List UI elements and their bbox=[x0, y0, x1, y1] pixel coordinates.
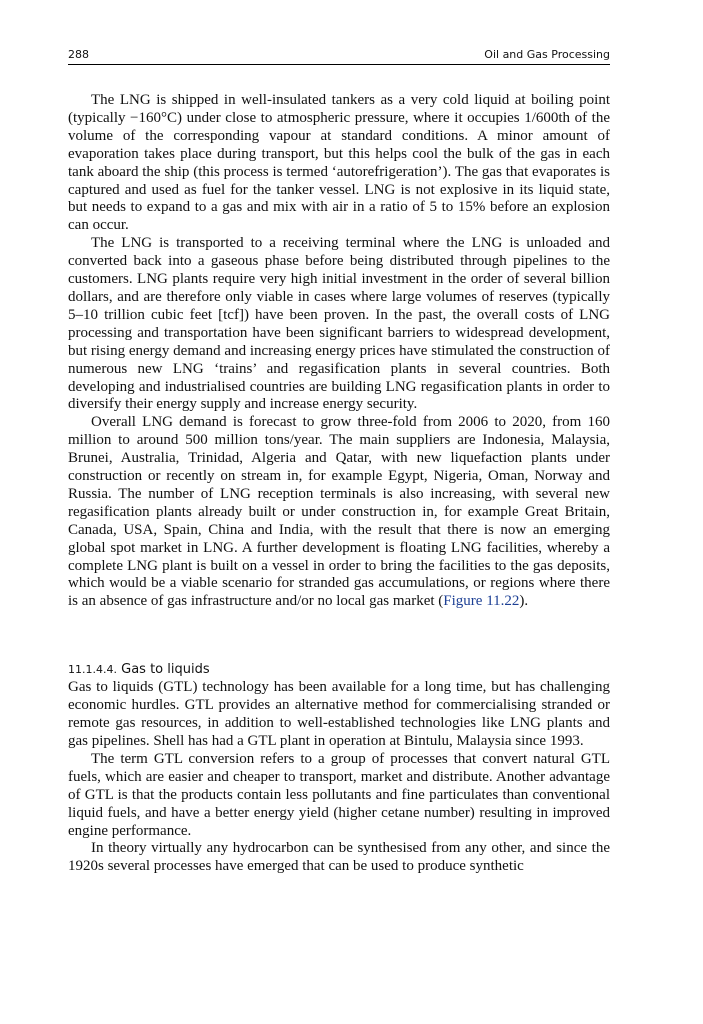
running-title: Oil and Gas Processing bbox=[484, 48, 610, 61]
paragraph bbox=[68, 414, 610, 611]
figure-link[interactable]: Figure 11.22 bbox=[443, 593, 520, 610]
section-heading bbox=[68, 661, 610, 679]
paragraph: The term GTL conversion refers to a group of processes that convert natural GTL fuels, which are easier and cheaper to transport, market and distribute. Another advantage of GTL is that the products contain less pollutants and fine particulates than conventional liquid fuels, and have a better energy yield (higher cetane number) resulting in improved engine performance. bbox=[68, 750, 610, 839]
paragraph-text: Overall LNG demand is forecast to grow three-fold from 2006 to 2020, from 160 million to around 500 million tons/year. The main suppliers are Indonesia, Malaysia, Brunei, Australia, Trinidad, Algeria and Qatar, with new liquefaction plants under construction or recently on stream in, for example Egypt, Nigeria, Oman, Norway and Russia. The number of LNG reception terminals is also increasing, with several new regasification plants already built or under construction in, for example Great Britain, Canada, USA, Spain, China and India, with the result that there is now an emerging global spot market in LNG. A further development is floating LNG facilities, whereby a complete LNG plant is built on a vessel in order to bring the facilities to the gas deposits, which would be a viable scenario for stranded gas accumulations, or regions where there is an absence of gas infrastructure and/or no local gas market ( bbox=[68, 414, 610, 610]
paragraph-text: ). bbox=[519, 593, 529, 610]
section-title: Gas to liquids bbox=[121, 662, 210, 678]
page-number: 288 bbox=[68, 48, 89, 61]
paragraph: In theory virtually any hydrocarbon can be synthesised from any other, and since the 1920s several processes have emerged that can be used to produce synthetic bbox=[68, 840, 610, 875]
body-text bbox=[68, 92, 610, 876]
paragraph: Gas to liquids (GTL) technology has been available for a long time, but has challenging economic hurdles. GTL provides an alternative method for commercialising stranded or remote gas resources, in addition to well-established technologies like LNG plants and gas pipelines. Shell has had a GTL plant in operation at Bintulu, Malaysia since 1993. bbox=[68, 679, 610, 749]
paragraph: The LNG is shipped in well-insulated tankers as a very cold liquid at boiling point (typically −160°C) under close to atmospheric pressure, where it occupies 1/600th of the volume of the corresponding vapour at standard conditions. A minor amount of evaporation takes place during transport, but this helps cool the bulk of the gas in each tank aboard the ship (this process is termed ‘autorefrigeration’). The gas that evaporates is captured and used as fuel for the tanker vessel. LNG is not explosive in its liquid state, but needs to expand to a gas and mix with air in a ratio of 5 to 15% before an explosion can occur. bbox=[68, 92, 610, 234]
paragraph: The LNG is transported to a receiving terminal where the LNG is unloaded and converted back into a gaseous phase before being distributed through pipelines to the customers. LNG plants require very high initial investment in the order of several billion dollars, and are therefore only viable in cases where large volumes of reserves (typically 5–10 trillion cubic feet [tcf]) have been proven. In the past, the overall costs of LNG processing and transportation have been significant barriers to widespread development, but rising energy demand and increasing energy prices have stimulated the construction of numerous new LNG ‘trains’ and regasification plants in several countries. Both developing and industrialised countries are building LNG regasification plants in order to diversify their energy supply and increase energy security. bbox=[68, 235, 610, 413]
section-number: 11.1.4.4. bbox=[68, 663, 117, 677]
running-header bbox=[68, 44, 610, 65]
